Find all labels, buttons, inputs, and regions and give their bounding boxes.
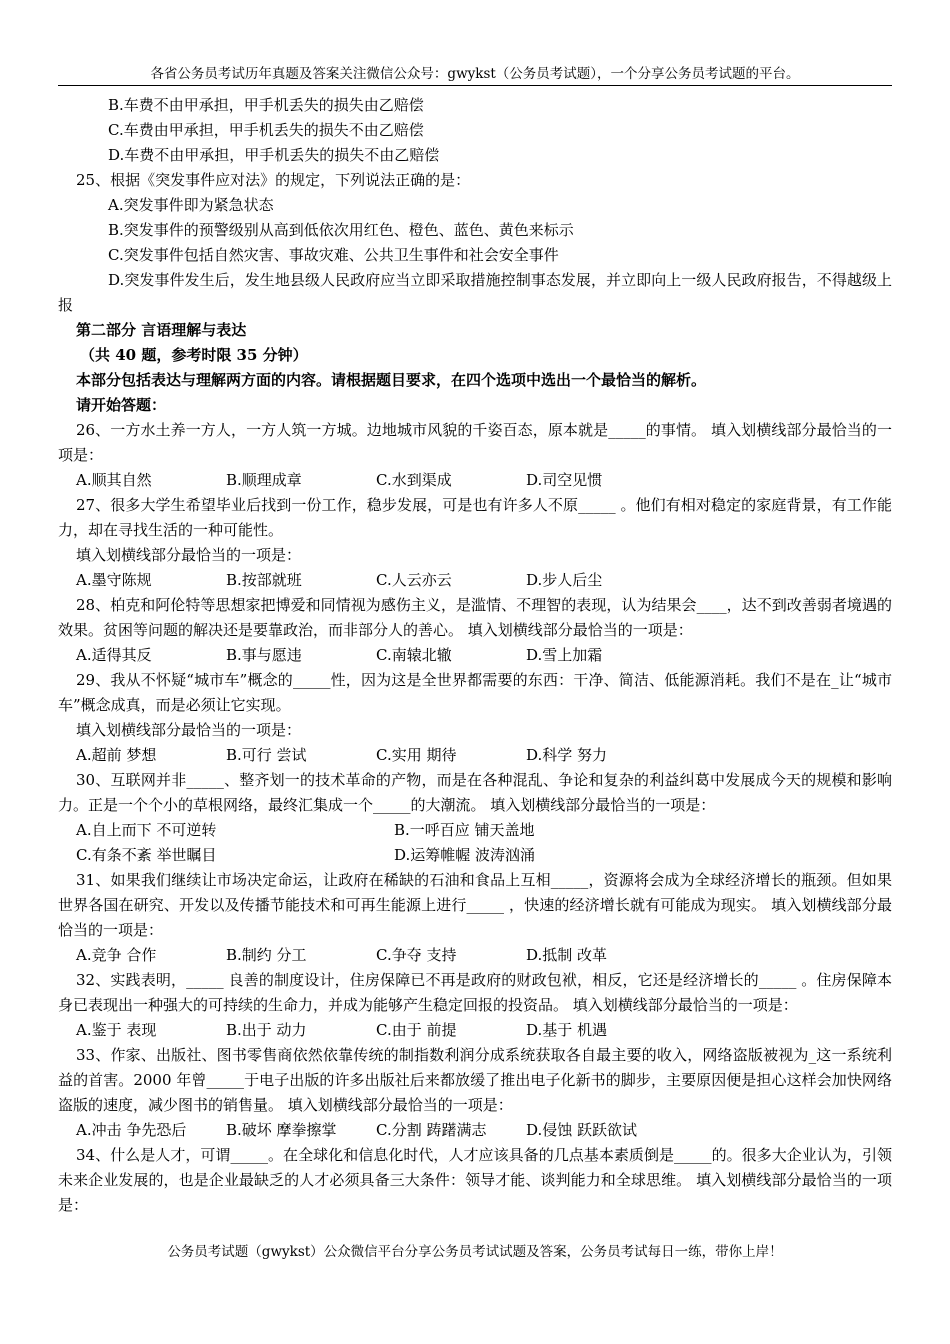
q27-stem: 27、很多大学生希望毕业后找到一份工作，稳步发展，可是也有许多人不原_____ 。他们有相对稳定的家庭背景，有工作能力，却在寻找生活的一种可能性。 [58,496,892,539]
q28-options [58,643,892,668]
q29-option-b: B.可行 尝试 [226,746,307,764]
q28-option-a: A.适得其反 [76,646,152,664]
q26-stem: 26、一方水土养一方人，一方人筑一方城。边地城市风貌的千姿百态，原本就是_____的事情。 填入划横线部分最恰当的一项是： [58,421,892,464]
q33-option-c: C.分割 踌躇满志 [376,1121,487,1139]
q25-option-b: B.突发事件的预警级别从高到低依次用红色、橙色、蓝色、黄色来标示 [108,221,574,239]
q33-options [58,1118,892,1143]
q33-stem: 33、作家、出版社、图书零售商依然依靠传统的制指数利润分成系统获取各自最主要的收入，网络盗版被视为_这一系统利益的首害。2000 年曾_____于电子出版的许多出版社后来都放缓了推出电子化新书的脚步，主要原因便是担心这样会加快网络盗版的速度，减少图书的销售量。 填入划横线部分最恰当的一项是： [58,1046,892,1114]
section-start: 请开始答题： [76,396,167,414]
q25-option-d: D.突发事件发生后，发生地县级人民政府应当立即采取措施控制事态发展，并立即向上一级人民政府报告，不得越级上报 [58,271,892,314]
q31-option-c: C.争夺 支持 [376,946,457,964]
q30-option-c: C.有条不紊 举世瞩目 [76,846,217,864]
page-footer: 公务员考试题（gwykst）公众微信平台分享公务员考试试题及答案，公务员考试每日一练，带你上岸！ [167,1244,783,1260]
q29-option-c: C.实用 期待 [376,746,457,764]
q27-prompt: 填入划横线部分最恰当的一项是： [76,546,302,564]
q26-option-c: C.水到渠成 [376,471,452,489]
q25-stem: 25、根据《突发事件应对法》的规定，下列说法正确的是： [76,171,471,189]
q33-option-b: B.破坏 摩拳擦掌 [226,1121,337,1139]
q30-options-row1 [58,818,892,843]
q28-option-d: D.雪上加霜 [526,646,603,664]
section-time: （共 40 题，参考时限 35 分钟） [80,346,308,364]
section-intro: 本部分包括表达与理解两方面的内容。请根据题目要求，在四个选项中选出一个最恰当的解析。 [76,371,707,389]
q31-stem: 31、如果我们继续让市场决定命运，让政府在稀缺的石油和食品上互相_____，资源将会成为全球经济增长的瓶颈。但如果世界各国在研究、开发以及传播节能技术和可再生能源上进行_____ ，快速的经济增长就有可能成为现实。 填入划横线部分最恰当的一项是： [58,871,892,939]
q32-options [58,1018,892,1043]
q30-stem: 30、互联网并非_____、整齐划一的技术革命的产物，而是在各种混乱、争论和复杂的利益纠葛中发展成今天的规模和影响力。正是一个个小的草根网络，最终汇集成一个_____的大潮流。 填入划横线部分最恰当的一项是： [58,771,892,814]
q28-stem: 28、柏克和阿伦特等思想家把博爱和同情视为感伤主义，是滥情、不理智的表现，认为结果会____，达不到改善弱者境遇的效果。贫困等问题的解决还是要靠政治，而非部分人的善心。 填入划横线部分最恰当的一项是： [58,596,892,639]
q32-stem: 32、实践表明，_____ 良善的制度设计，住房保障已不再是政府的财政包袱，相反，它还是经济增长的_____ 。住房保障本身已表现出一种强大的可持续的生命力，并成为能够产生稳定回报的投资品。 填入划横线部分最恰当的一项是： [58,971,892,1014]
q29-stem: 29、我从不怀疑“城市车”概念的_____性，因为这是全世界都需要的东西：干净、简洁、低能源消耗。我们不是在_让“城市车”概念成真，而是必须让它实现。 [58,671,892,714]
q27-option-b: B.按部就班 [226,571,302,589]
q26-options [58,468,892,493]
q30-option-a: A.自上而下 不可逆转 [76,821,217,839]
q30-options-row2 [58,843,892,868]
section-title: 第二部分 言语理解与表达 [76,321,247,339]
q32-option-d: D.基于 机遇 [526,1021,608,1039]
q32-option-b: B.出于 动力 [226,1021,307,1039]
q26-option-d: D.司空见惯 [526,471,603,489]
q31-option-b: B.制约 分工 [226,946,307,964]
q25-option-c: C.突发事件包括自然灾害、事故灾难、公共卫生事件和社会安全事件 [108,246,559,264]
q27-option-d: D.步人后尘 [526,571,603,589]
q31-options [58,943,892,968]
q30-option-b: B.一呼百应 铺天盖地 [394,821,535,839]
q32-option-a: A.鉴于 表现 [76,1021,157,1039]
q25-option-a: A.突发事件即为紧急状态 [108,196,274,214]
q30-option-d: D.运筹帷幄 波涛汹涌 [394,846,536,864]
page-header: 各省公务员考试历年真题及答案关注微信公众号：gwykst（公务员考试题），一个分享公务员考试题的平台。 [150,66,800,82]
q26-option-b: B.顺理成章 [226,471,302,489]
q26-option-a: A.顺其自然 [76,471,152,489]
q27-options [58,568,892,593]
q24-option-b: B.车费不由甲承担，甲手机丢失的损失由乙赔偿 [108,96,424,114]
q27-option-a: A.墨守陈规 [76,571,152,589]
q29-option-d: D.科学 努力 [526,746,608,764]
q27-option-c: C.人云亦云 [376,571,452,589]
q33-option-a: A.冲击 争先恐后 [76,1121,187,1139]
q24-option-c: C.车费由甲承担，甲手机丢失的损失不由乙赔偿 [108,121,424,139]
document-body [58,93,892,1218]
q28-option-b: B.事与愿违 [226,646,302,664]
q31-option-d: D.抵制 改革 [526,946,608,964]
q31-option-a: A.竞争 合作 [76,946,157,964]
q28-option-c: C.南辕北辙 [376,646,452,664]
q29-options [58,743,892,768]
q32-option-c: C.由于 前提 [376,1021,457,1039]
q24-option-d: D.车费不由甲承担，甲手机丢失的损失不由乙赔偿 [108,146,440,164]
q29-option-a: A.超前 梦想 [76,746,157,764]
q29-prompt: 填入划横线部分最恰当的一项是： [76,721,302,739]
q33-option-d: D.侵蚀 跃跃欲试 [526,1121,638,1139]
q34-stem: 34、什么是人才，可谓_____。在全球化和信息化时代，人才应该具备的几点基本素质倒是_____的。很多大企业认为，引领未来企业发展的，也是企业最缺乏的人才必须具备三大条件：领导才能、谈判能力和全球思维。 填入划横线部分最恰当的一项是： [58,1146,892,1214]
header-divider [58,85,892,86]
